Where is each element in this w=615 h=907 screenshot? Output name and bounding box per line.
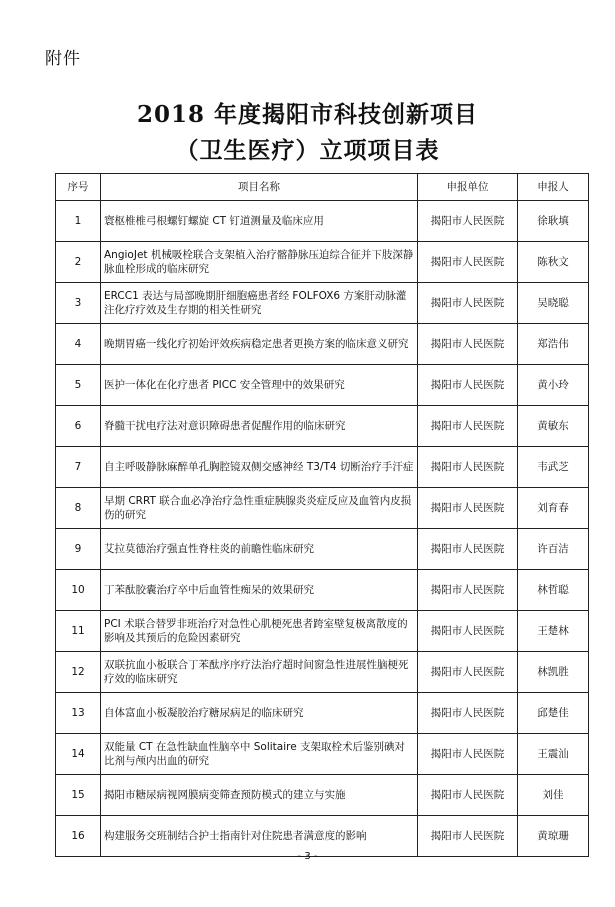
- header-project-name: 项目名称: [101, 174, 418, 201]
- cell-applicant-unit: 揭阳市人民医院: [418, 201, 518, 242]
- table-row: [56, 365, 589, 406]
- table-row: [56, 406, 589, 447]
- table-header-row: [56, 174, 589, 201]
- cell-applicant: 郑浩伟: [518, 324, 589, 365]
- cell-applicant: 韦武芝: [518, 447, 589, 488]
- cell-project-name: 艾拉莫德治疗强直性脊柱炎的前瞻性临床研究: [101, 529, 418, 570]
- table-row: [56, 693, 589, 734]
- cell-applicant: 林哲聪: [518, 570, 589, 611]
- cell-applicant-unit: 揭阳市人民医院: [418, 734, 518, 775]
- header-applicant: 申报人: [518, 174, 589, 201]
- cell-applicant: 吴晓聪: [518, 283, 589, 324]
- table-row: [56, 611, 589, 652]
- cell-project-name: 双联抗血小板联合丁苯酞序序疗法治疗超时间窗急性进展性脑梗死疗效的临床研究: [101, 652, 418, 693]
- cell-applicant: 王震汕: [518, 734, 589, 775]
- cell-applicant: 王楚林: [518, 611, 589, 652]
- cell-applicant-unit: 揭阳市人民医院: [418, 324, 518, 365]
- cell-project-name: 丁苯酞胶囊治疗卒中后血管性痴呆的效果研究: [101, 570, 418, 611]
- cell-applicant-unit: 揭阳市人民医院: [418, 611, 518, 652]
- table-row: [56, 242, 589, 283]
- cell-project-name: PCI 术联合替罗非班治疗对急性心肌梗死患者跨室壁复极离散度的影响及其预后的危险因素研究: [101, 611, 418, 652]
- cell-serial: 13: [56, 693, 101, 734]
- attachment-label: 附件: [45, 49, 81, 69]
- header-applicant-unit: 申报单位: [418, 174, 518, 201]
- cell-project-name: 自主呼吸静脉麻醉单孔胸腔镜双侧交感神经 T3/T4 切断治疗手汗症: [101, 447, 418, 488]
- cell-serial: 16: [56, 816, 101, 857]
- cell-project-name: 构建服务交班制结合护士指南针对住院患者满意度的影响: [101, 816, 418, 857]
- cell-project-name: 揭阳市糖尿病视网膜病变筛查预防模式的建立与实施: [101, 775, 418, 816]
- cell-serial: 6: [56, 406, 101, 447]
- cell-serial: 8: [56, 488, 101, 529]
- cell-serial: 4: [56, 324, 101, 365]
- cell-project-name: 寰枢椎椎弓根螺钉螺旋 CT 钉道测量及临床应用: [101, 201, 418, 242]
- cell-applicant: 邱楚佳: [518, 693, 589, 734]
- cell-applicant-unit: 揭阳市人民医院: [418, 570, 518, 611]
- cell-serial: 9: [56, 529, 101, 570]
- cell-applicant: 许百洁: [518, 529, 589, 570]
- cell-applicant-unit: 揭阳市人民医院: [418, 406, 518, 447]
- cell-project-name: 早期 CRRT 联合血必净治疗急性重症胰腺炎炎症反应及血管内皮损伤的研究: [101, 488, 418, 529]
- cell-serial: 10: [56, 570, 101, 611]
- cell-applicant-unit: 揭阳市人民医院: [418, 652, 518, 693]
- cell-applicant-unit: 揭阳市人民医院: [418, 365, 518, 406]
- cell-applicant-unit: 揭阳市人民医院: [418, 529, 518, 570]
- table-row: [56, 447, 589, 488]
- cell-applicant-unit: 揭阳市人民医院: [418, 775, 518, 816]
- cell-project-name: 自体富血小板凝胶治疗糖尿病足的临床研究: [101, 693, 418, 734]
- cell-serial: 7: [56, 447, 101, 488]
- cell-serial: 3: [56, 283, 101, 324]
- cell-serial: 1: [56, 201, 101, 242]
- cell-applicant: 黄敏东: [518, 406, 589, 447]
- cell-applicant-unit: 揭阳市人民医院: [418, 283, 518, 324]
- table-row: [56, 201, 589, 242]
- table-row: [56, 734, 589, 775]
- cell-applicant-unit: 揭阳市人民医院: [418, 816, 518, 857]
- header-serial: 序号: [56, 174, 101, 201]
- table-row: [56, 775, 589, 816]
- cell-project-name: AngioJet 机械吸栓联合支架植入治疗髂静脉压迫综合征并下肢深静脉血栓形成的临床研究: [101, 242, 418, 283]
- document-title-line-2: （卫生医疗）立项项目表: [175, 137, 440, 164]
- cell-applicant: 徐耿填: [518, 201, 589, 242]
- cell-serial: 12: [56, 652, 101, 693]
- cell-applicant-unit: 揭阳市人民医院: [418, 447, 518, 488]
- cell-serial: 2: [56, 242, 101, 283]
- cell-project-name: 双能量 CT 在急性缺血性脑卒中 Solitaire 支架取栓术后鉴别碘对比剂与颅内出血的研究: [101, 734, 418, 775]
- cell-applicant: 陈秋文: [518, 242, 589, 283]
- cell-applicant: 林凯胜: [518, 652, 589, 693]
- cell-project-name: 晚期胃癌一线化疗初始评效疾病稳定患者更换方案的临床意义研究: [101, 324, 418, 365]
- cell-serial: 14: [56, 734, 101, 775]
- table-row: [56, 652, 589, 693]
- cell-project-name: ERCC1 表达与局部晚期肝细胞癌患者经 FOLFOX6 方案肝动脉灌注化疗疗效及生存期的相关性研究: [101, 283, 418, 324]
- cell-applicant: 刘佳: [518, 775, 589, 816]
- table-row: [56, 529, 589, 570]
- page-number: - 3 -: [297, 851, 318, 862]
- cell-project-name: 医护一体化在化疗患者 PICC 安全管理中的效果研究: [101, 365, 418, 406]
- table-row: [56, 488, 589, 529]
- table-row: [56, 283, 589, 324]
- cell-serial: 15: [56, 775, 101, 816]
- cell-project-name: 脊髓干扰电疗法对意识障碍患者促醒作用的临床研究: [101, 406, 418, 447]
- cell-applicant: 黄小玲: [518, 365, 589, 406]
- cell-applicant: 刘育春: [518, 488, 589, 529]
- cell-applicant-unit: 揭阳市人民医院: [418, 242, 518, 283]
- cell-applicant-unit: 揭阳市人民医院: [418, 488, 518, 529]
- table-row: [56, 324, 589, 365]
- cell-applicant: 黄琼珊: [518, 816, 589, 857]
- cell-serial: 11: [56, 611, 101, 652]
- cell-serial: 5: [56, 365, 101, 406]
- cell-applicant-unit: 揭阳市人民医院: [418, 693, 518, 734]
- document-title-line-1: 2018 年度揭阳市科技创新项目: [136, 101, 479, 128]
- table-row: [56, 570, 589, 611]
- project-table: [55, 173, 589, 857]
